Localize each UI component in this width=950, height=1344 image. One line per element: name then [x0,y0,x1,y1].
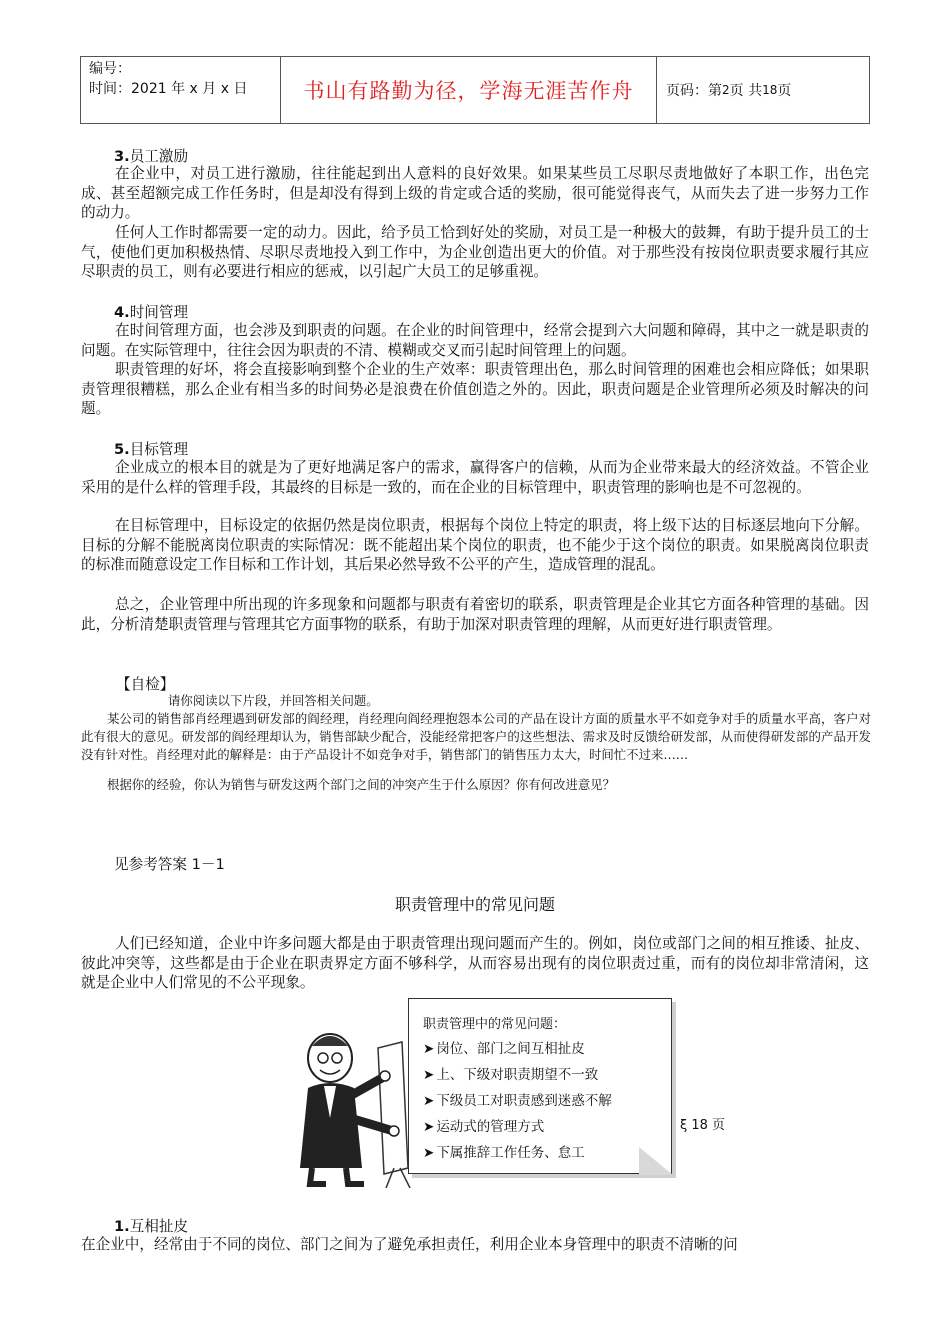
section-4-paragraph-1: 在时间管理方面，也会涉及到职责的问题。在企业的时间管理中，经常会提到六大问题和障碍，其中之一就是职责的问题。在实际管理中，往往会因为职责的不清、模糊或交叉而引起时间管理上的问题。 [81,322,869,359]
arrow-icon: ➤ [423,1145,435,1161]
arrow-icon: ➤ [423,1067,435,1083]
section-3-number: 3. [114,148,130,165]
section-1-heading [114,1215,188,1236]
section-3-paragraph-1: 在企业中，对员工进行激励，往往能起到出人意料的良好效果。如果某些员工尽职尽责地做好了本职工作，出色完成、甚至超额完成工作任务时，但是却没有得到上级的肯定或合适的奖励，很可能觉得丧气，从而失去了进一步努力工作的动力。 [81,165,869,221]
section-5-number: 5. [114,441,130,458]
page-number: 2 [722,83,730,97]
section-5-paragraph-3: 总之，企业管理中所出现的许多现象和问题都与职责有着密切的联系，职责管理是企业其它方面各种管理的基础。因此，分析清楚职责管理与管理其它方面事物的联系，有助于加深对职责管理的理解，从而更好进行职责管理。 [81,596,869,633]
section-4-paragraph-2: 职责管理的好坏，将会直接影响到整个企业的生产效率：职责管理出色，那么时间管理的困难也会相应降低；如果职责管理很糟糕，那么企业有相当多的时间势必是浪费在价值创造之外的。因此，职责问题是企业管理所必须及时解决的问题。 [81,361,869,417]
board-item [423,1089,612,1109]
page-suffix: 页 [777,83,792,99]
illustration [290,996,690,1186]
board-item [423,1037,585,1057]
board-item-text: 下级员工对职责感到迷惑不解 [436,1093,612,1109]
self-check-case: 某公司的销售部肖经理遇到研发部的阎经理，肖经理向阎经理抱怨本公司的产品在设计方面的质量水平不如竞争对手的质量水平高，客户对此有很大的意见。研发部的阎经理却认为，销售部缺少配合，没能经常把客户的这些想法、需求及时反馈给研发部，从而使得研发部的产品开发没有针对性。肖经理对此的解释是：由于产品设计不如竞争对手，销售部门的销售压力太大，时间忙不过来…… [81,711,871,762]
page-mid: 页 共 [729,83,763,99]
header-left-cell [81,57,281,123]
section-5-title: 目标管理 [129,441,189,458]
board-item [423,1141,585,1161]
section-3-heading [114,145,188,166]
board-item-text: 岗位、部门之间互相扯皮 [436,1041,585,1057]
self-check-question: 根据你的经验，你认为销售与研发这两个部门之间的冲突产生于什么原因？你有何改进意见？ [107,777,616,792]
board-item-text: 上、下级对职责期望不一致 [436,1067,599,1083]
common-problems-paragraph: 人们已经知道，企业中许多问题大都是由于职责管理出现问题而产生的。例如，岗位或部门之间的相互推诿、扯皮、彼此冲突等，这些都是由于企业在职责界定方面不够科学，从而容易出现有的岗位职责过重，而有的岗位却非常清闲，这就是企业中人们常见的不公平现象。 [81,935,869,991]
common-problems-title: 职责管理中的常见问题 [394,895,555,914]
page-curl-icon [639,1147,673,1175]
problems-board [408,998,672,1174]
section-4-title: 时间管理 [129,304,189,321]
section-3-paragraph-2: 任何人工作时都需要一定的动力。因此，给予员工恰到好处的奖励，对员工是一种极大的鼓舞，有助于提升员工的士气，使他们更加积极热情、尽职尽责地投入到工作中，为企业创造出更大的价值。对于那些没有按岗位职责要求履行其应尽职责的员工，则有必要进行相应的惩戒，以引起广大员工的足够重视。 [81,224,869,280]
time-label: 时间：2021 年 x 月 x 日 [89,81,248,97]
arrow-icon: ➤ [423,1093,435,1109]
section-4-heading [114,301,188,322]
code-label: 编号： [89,61,131,77]
section-1-title: 互相扯皮 [129,1218,189,1235]
page-total: 18 [762,83,778,97]
section-1-paragraph-1: 在企业中，经常由于不同的岗位、部门之间为了避免承担责任，利用企业本身管理中的职责不清晰的问 [81,1236,738,1253]
board-item-text: 下属推辞工作任务、怠工 [436,1145,585,1161]
section-1-number: 1. [114,1218,130,1235]
section-5-paragraph-1: 企业成立的根本目的就是为了更好地满足客户的需求，赢得客户的信赖，从而为企业带来最大的经济效益。不管企业采用的是什么样的管理手段，其最终的目标是一致的，而在企业的目标管理中，职责管理的影响也是不可忽视的。 [81,459,869,496]
page-prefix: 页码：第 [666,83,722,99]
section-4-number: 4. [114,304,130,321]
section-5-heading [114,438,188,459]
board-item-text: 运动式的管理方式 [436,1119,545,1135]
arrow-icon: ➤ [423,1119,435,1135]
self-check-intro: 请你阅读以下片段，并回答相关问题。 [168,693,379,708]
header-motto: 书山有路勤为径，学海无涯苦作舟 [281,57,657,123]
answer-reference: 见参考答案 1－1 [114,856,225,873]
page-fragment: ξ 18 页 [680,1118,726,1133]
board-title: 职责管理中的常见问题： [423,1017,567,1032]
self-check-title: 【自检】 [116,676,175,693]
board-item [423,1063,598,1083]
board-item [423,1115,544,1135]
header-page-info [656,57,870,123]
section-5-paragraph-2: 在目标管理中，目标设定的依据仍然是岗位职责，根据每个岗位上特定的职责，将上级下达的目标逐层地向下分解。目标的分解不能脱离岗位职责的实际情况：既不能超出某个岗位的职责，也不能少于这个岗位的职责。如果脱离岗位职责的标准而随意设定工作目标和工作计划，其后果必然导致不公平的产生，造成管理的混乱。 [81,517,869,573]
section-3-title: 员工激励 [129,148,189,165]
header-table [80,56,870,124]
arrow-icon: ➤ [423,1041,435,1057]
